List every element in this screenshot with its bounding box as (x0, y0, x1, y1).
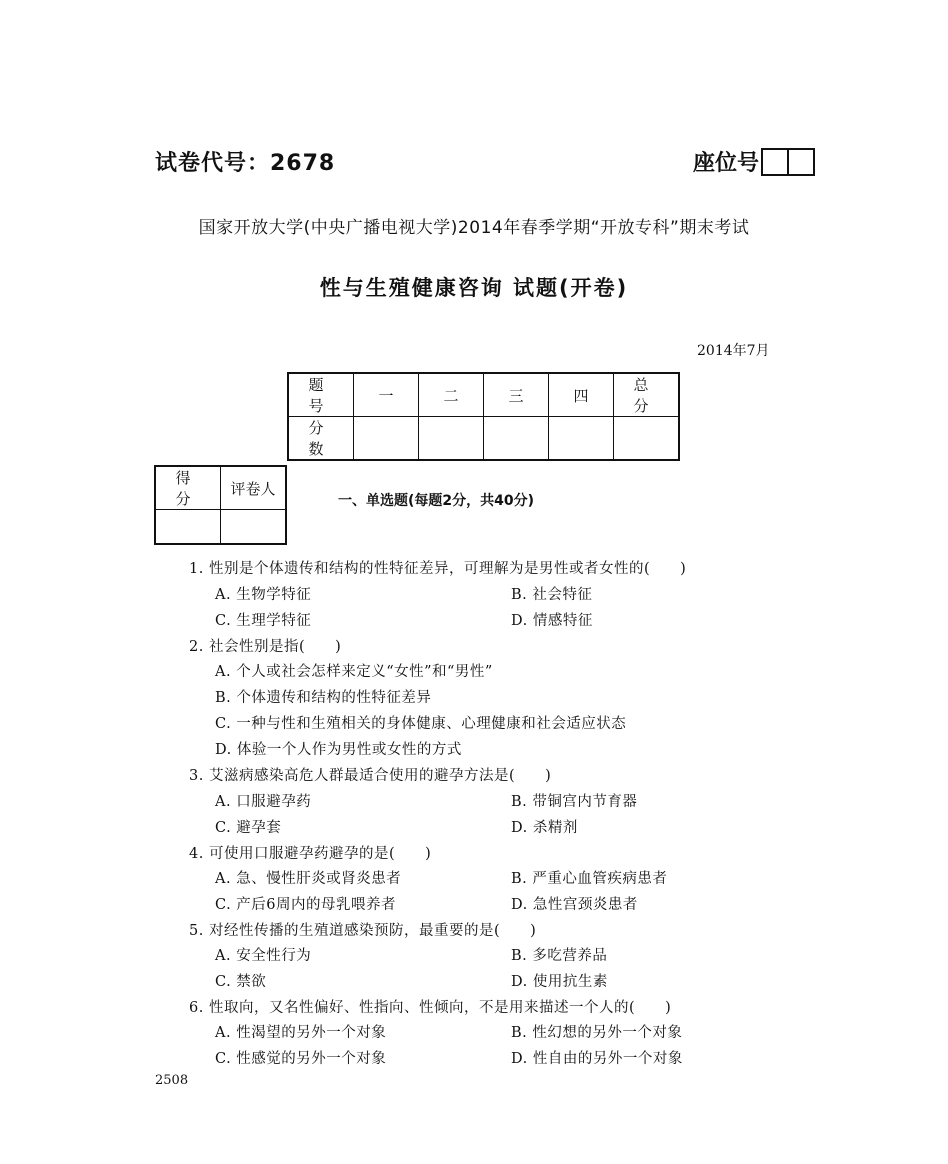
score-input-cell (614, 417, 680, 461)
grader-blank-cell (155, 510, 221, 545)
question-option: C. 避孕套 (215, 820, 282, 836)
question-stem: 4. 可使用口服避孕药避孕的是( ) (189, 846, 432, 862)
score-table-cell: 总 分 (614, 373, 680, 417)
question-option: C. 性感觉的另外一个对象 (215, 1051, 387, 1067)
score-table-cell: 分 数 (288, 417, 354, 461)
score-table (287, 372, 684, 461)
question-option: B. 社会特征 (511, 587, 593, 603)
question-option: C. 产后6周内的母乳喂养者 (215, 897, 397, 913)
question-stem: 6. 性取向，又名性偏好、性指向、性倾向，不是用来描述一个人的( ) (189, 1000, 672, 1016)
grader-cell: 评卷人 (221, 466, 287, 510)
question-stem: 5. 对经性传播的生殖道感染预防，最重要的是( ) (189, 923, 537, 939)
question-option: B. 个体遗传和结构的性特征差异 (215, 690, 432, 706)
question-option: D. 情感特征 (511, 613, 593, 629)
question-option: A. 急、慢性肝炎或肾炎患者 (215, 871, 402, 887)
question-option: A. 生物学特征 (215, 587, 312, 603)
seat-number (693, 146, 815, 177)
seat-box (761, 148, 815, 176)
score-table-score-row (288, 417, 679, 461)
score-table-cell: 一 (354, 373, 419, 417)
score-input-cell (484, 417, 549, 461)
score-table-cell: 四 (549, 373, 614, 417)
grader-blank-cell (221, 510, 287, 545)
grader-cell: 得 分 (155, 466, 221, 510)
question-option: C. 生理学特征 (215, 613, 312, 629)
question-option: A. 口服避孕药 (215, 794, 312, 810)
section-heading: 一、单选题(每题2分，共40分) (338, 493, 535, 509)
question-option: C. 一种与性和生殖相关的身体健康、心理健康和社会适应状态 (215, 716, 627, 732)
question-option: B. 性幻想的另外一个对象 (511, 1025, 683, 1041)
question-option: D. 体验一个人作为男性或女性的方式 (215, 742, 462, 758)
question-option: B. 严重心血管疾病患者 (511, 871, 668, 887)
question-option: A. 性渴望的另外一个对象 (215, 1025, 387, 1041)
score-input-cell (354, 417, 419, 461)
question-stem: 1. 性别是个体遗传和结构的性特征差异，可理解为是男性或者女性的( ) (189, 561, 687, 577)
question-option: C. 禁欲 (215, 974, 267, 990)
grader-blank-row (155, 510, 286, 545)
question-option: D. 杀精剂 (511, 820, 578, 836)
grader-header-row (155, 466, 286, 510)
score-table-cell: 题 号 (288, 373, 354, 417)
question-option: D. 性自由的另外一个对象 (511, 1051, 683, 1067)
grader-table (154, 465, 287, 545)
question-option: D. 使用抗生素 (511, 974, 608, 990)
seat-cell (787, 150, 813, 174)
paper-code: 试卷代号：2678 (155, 151, 336, 176)
page-number: 2508 (155, 1073, 189, 1088)
score-table-cell: 二 (419, 373, 484, 417)
question-option: B. 多吃营养品 (511, 948, 608, 964)
exam-title: 性与生殖健康咨询 试题(开卷) (319, 276, 629, 300)
exam-date: 2014年7月 (697, 343, 770, 359)
question-option: D. 急性宫颈炎患者 (511, 897, 638, 913)
seat-cell (763, 150, 787, 174)
question-option: B. 带铜宫内节育器 (511, 794, 638, 810)
score-table-cell: 三 (484, 373, 549, 417)
university-line: 国家开放大学(中央广播电视大学)2014年春季学期“开放专科”期末考试 (198, 218, 750, 238)
seat-label: 座位号 (693, 151, 760, 176)
score-input-cell (549, 417, 614, 461)
question-stem: 2. 社会性别是指( ) (189, 639, 342, 655)
score-table-header-row (288, 373, 679, 417)
question-option: A. 个人或社会怎样来定义“女性”和“男性” (215, 664, 493, 680)
question-stem: 3. 艾滋病感染高危人群最适合使用的避孕方法是( ) (189, 768, 552, 784)
score-input-cell (419, 417, 484, 461)
question-option: A. 安全性行为 (215, 948, 312, 964)
